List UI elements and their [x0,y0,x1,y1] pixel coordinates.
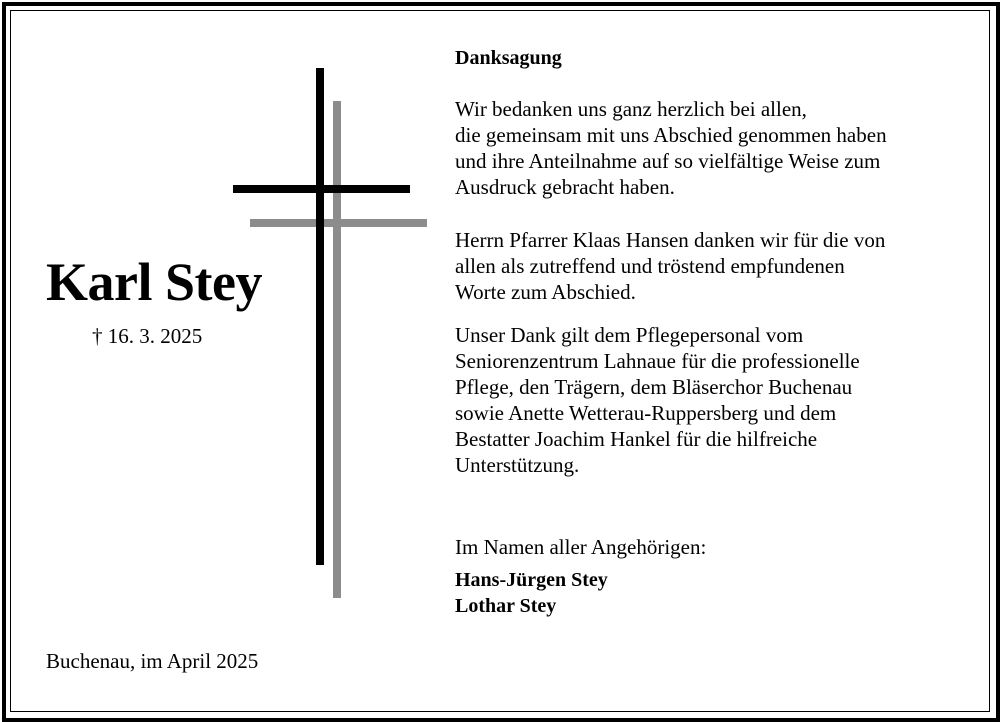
paragraph-thanks-pastor [455,227,975,305]
paragraph-line: Herrn Pfarrer Klaas Hansen danken wir für die von [455,228,886,252]
paragraph-line: Seniorenzentrum Lahnaue für die professionelle [455,349,860,373]
deceased-name: Karl Stey [46,252,262,312]
cross-back-vertical [333,101,341,598]
signer-name: Lothar Stey [455,595,557,617]
place-and-date: Buchenau, im April 2025 [46,649,259,673]
notice-heading: Danksagung [455,47,562,69]
paragraph-line: die gemeinsam mit uns Abschied genommen haben [455,123,887,147]
paragraph-line: sowie Anette Wetterau-Ruppersberg und dem [455,401,837,425]
paragraph-line: Unterstützung. [455,453,580,477]
paragraph-line: Wir bedanken uns ganz herzlich bei allen, [455,97,807,121]
cross-front-vertical [316,68,324,565]
paragraph-thanks-care [455,322,975,478]
paragraph-line: Worte zum Abschied. [455,280,636,304]
paragraph-line: und ihre Anteilnahme auf so vielfältige Weise zum [455,149,881,173]
paragraph-line: Unser Dank gilt dem Pflegepersonal vom [455,323,804,347]
death-date: † 16. 3. 2025 [92,324,203,348]
paragraph-thanks-all [455,96,975,200]
paragraph-line: allen als zutreffend und tröstend empfundenen [455,254,845,278]
paragraph-line: Bestatter Joachim Hankel für die hilfreiche [455,427,818,451]
closing-line: Im Namen aller Angehörigen: [455,535,707,559]
cross-back-horizontal [250,219,427,227]
cross-front-horizontal [233,185,410,193]
paragraph-line: Pflege, den Trägern, dem Bläserchor Buchenau [455,375,853,399]
paragraph-line: Ausdruck gebracht haben. [455,175,675,199]
signer-name: Hans-Jürgen Stey [455,569,608,591]
